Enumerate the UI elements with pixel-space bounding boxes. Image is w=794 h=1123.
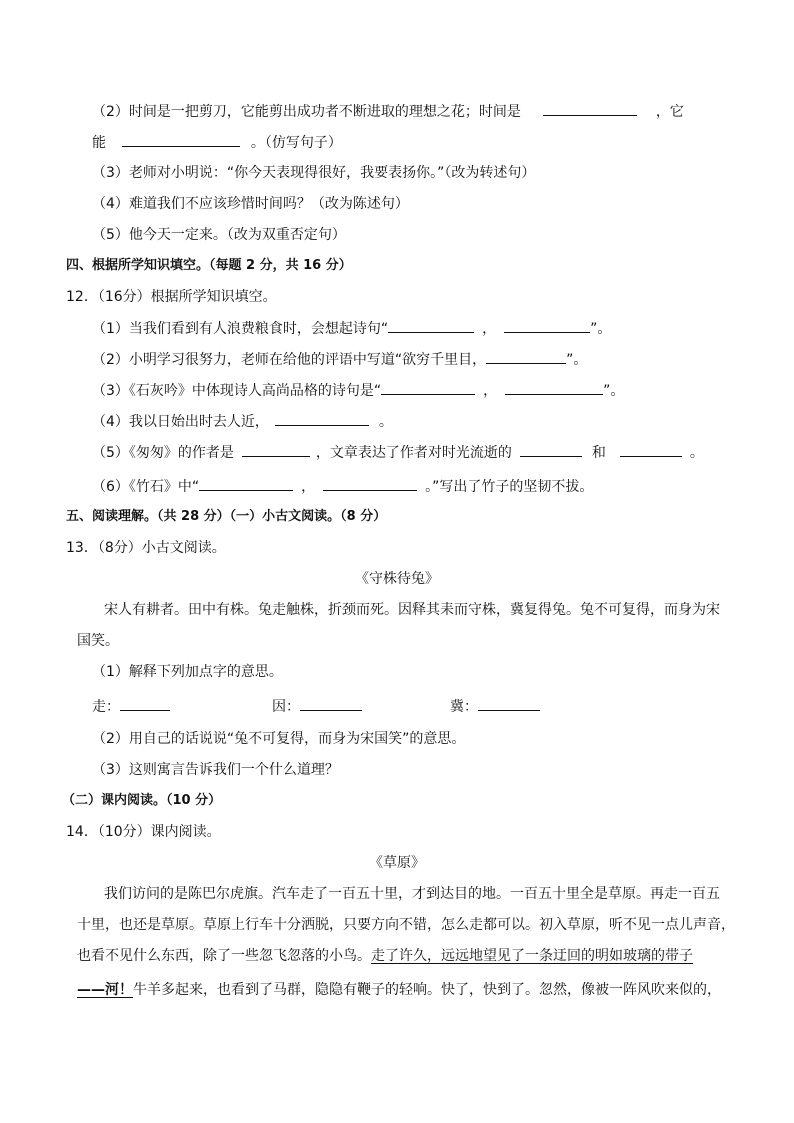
passage-title-shouzhudaitu: 《守株待兔》 <box>355 571 439 587</box>
q14-underlined-sentence: 走了许久，远远地望见了一条迂回的明如玻璃的带子 <box>371 948 693 964</box>
q13-word-2-label: 因： <box>272 699 300 715</box>
answer-blank[interactable] <box>388 318 474 333</box>
q12-item-3-text-b: ， <box>483 383 498 399</box>
q12-item-5-text-d: 。 <box>689 445 704 461</box>
q14-underlined-sentence-end: ——河！ <box>77 982 133 998</box>
q12-item-5 <box>92 442 704 463</box>
q12-item-5-text-a: （5）《匆匆》的作者是 <box>92 445 234 461</box>
passage-title-caoyuan: 《草原》 <box>369 855 425 871</box>
q13-subquestion-3: （3）这则寓言告诉我们一个什么道理？ <box>92 762 339 778</box>
q11-item-3: （3）老师对小明说：“你今天表现得很好，我要表扬你。”（改为转述句） <box>92 165 536 181</box>
q13-word-1-label: 走： <box>92 699 120 715</box>
q13-subquestion-1: （1）解释下列加点字的意思。 <box>92 664 283 680</box>
q12-item-2-text-a: （2）小明学习很努力，老师在给他的评语中写道“欲穷千里目， <box>92 352 487 368</box>
q12-item-1-text-c: ”。 <box>590 321 612 337</box>
q13-heading: 13．（8分）小古文阅读。 <box>66 540 226 556</box>
section-5-heading: 五、阅读理解。（共 28 分）（一）小古文阅读。（8 分） <box>66 509 387 524</box>
q12-item-4-text-a: （4）我以日始出时去人近， <box>92 414 269 430</box>
q12-item-6 <box>92 476 593 497</box>
q14-passage-line-2: 十里，也还是草原。草原上行车十分洒脱，只要方向不错，怎么走都可以。初入草原，听不见一点儿声音， <box>77 917 735 933</box>
q11-item-4: （4）难道我们不应该珍惜时间吗？（改为陈述句） <box>92 196 409 212</box>
answer-blank[interactable] <box>122 132 240 147</box>
q13-word-2 <box>272 696 362 717</box>
subsection-2-heading: （二）课内阅读。（10 分） <box>62 793 222 808</box>
q12-item-6-text-a: （6）《竹石》中“ <box>92 479 200 495</box>
q12-item-2 <box>92 349 587 370</box>
q12-item-3-text-c: ”。 <box>603 383 625 399</box>
q14-passage-text: 牛羊多起来，也看到了马群，隐隐有鞭子的轻响。快了，快到了。忽然，像被一阵风吹来似的， <box>133 982 721 998</box>
q11-item-2-text-c: 能 <box>92 135 106 151</box>
q11-item-2-line1 <box>92 101 684 122</box>
answer-blank[interactable] <box>504 318 590 333</box>
q13-subquestion-2: （2）用自己的话说说“兔不可复得，而身为宋国笑”的意思。 <box>92 731 466 747</box>
q12-item-3-text-a: （3）《石灰吟》中体现诗人高尚品格的诗句是“ <box>92 383 382 399</box>
q13-word-1 <box>92 696 170 717</box>
q11-item-5: （5）他今天一定来。（改为双重否定句） <box>92 227 346 243</box>
section-4-heading: 四、根据所学知识填空。（每题 2 分，共 16 分） <box>66 258 352 273</box>
answer-blank[interactable] <box>275 411 369 426</box>
q13-word-3 <box>450 696 540 717</box>
answer-blank[interactable] <box>520 442 582 457</box>
answer-blank[interactable] <box>323 476 417 491</box>
q14-passage-line-1: 我们访问的是陈巴尔虎旗。汽车走了一百五十里，才到达目的地。一百五十里全是草原。再走一百五 <box>104 886 720 902</box>
q13-passage-line-2: 国笑。 <box>77 633 119 649</box>
q12-heading: 12．（16分）根据所学知识填空。 <box>66 289 277 305</box>
q14-heading: 14．（10分）课内阅读。 <box>66 824 221 840</box>
answer-blank[interactable] <box>478 696 540 711</box>
q14-passage-text: 也看不见什么东西，除了一些忽飞忽落的小鸟。 <box>77 948 371 964</box>
answer-blank[interactable] <box>543 101 637 116</box>
q12-item-2-text-b: ”。 <box>566 352 588 368</box>
q12-item-1-text-a: （1）当我们看到有人浪费粮食时，会想起诗句“ <box>92 321 389 337</box>
answer-blank[interactable] <box>120 696 170 711</box>
answer-blank[interactable] <box>620 442 682 457</box>
q11-item-2-text-d: 。（仿写句子） <box>250 135 342 151</box>
q12-item-3 <box>92 380 624 401</box>
q12-item-1-text-b: ， <box>482 321 497 337</box>
q14-passage-line-3 <box>77 946 693 966</box>
answer-blank[interactable] <box>199 476 293 491</box>
q11-item-2-text-b: ，它 <box>655 104 684 120</box>
answer-blank[interactable] <box>486 349 566 364</box>
q13-word-3-label: 冀： <box>450 699 478 715</box>
q14-passage-line-4 <box>77 980 721 1000</box>
q12-item-6-text-c: 。”写出了竹子的坚韧不拔。 <box>425 479 594 495</box>
q12-item-1 <box>92 318 611 339</box>
answer-blank[interactable] <box>242 442 310 457</box>
q12-item-4-text-b: 。 <box>378 414 393 430</box>
q12-item-6-text-b: ， <box>301 479 316 495</box>
q12-item-5-text-b: ，文章表达了作者对时光流逝的 <box>315 445 512 461</box>
answer-blank[interactable] <box>381 380 475 395</box>
answer-blank[interactable] <box>300 696 362 711</box>
q11-item-2-line2 <box>92 132 342 153</box>
q12-item-5-text-c: 和 <box>591 445 606 461</box>
answer-blank[interactable] <box>505 380 603 395</box>
q13-passage-line-1: 宋人有耕者。田中有株。兔走触株，折颈而死。因释其耒而守株，冀复得兔。兔不可复得，而身为宋 <box>104 602 720 618</box>
q11-item-2-text-a: （2）时间是一把剪刀，它能剪出成功者不断进取的理想之花；时间是 <box>92 104 521 120</box>
q12-item-4 <box>92 411 393 432</box>
